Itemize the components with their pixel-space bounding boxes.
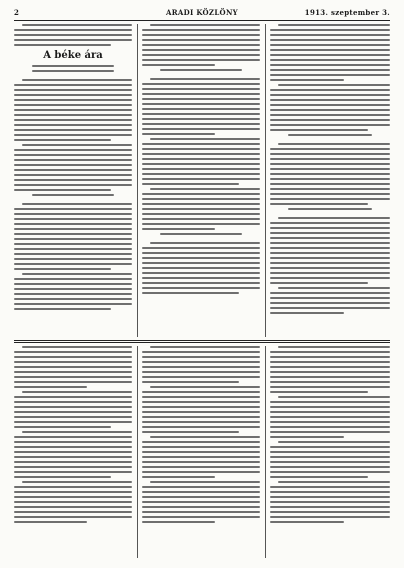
text-line	[142, 496, 260, 498]
text-line	[142, 461, 260, 463]
text-line	[142, 93, 260, 95]
text-line	[22, 24, 132, 26]
text-line	[142, 218, 260, 220]
text-line	[270, 158, 390, 160]
text-line	[270, 292, 390, 294]
text-line	[142, 118, 260, 120]
text-line	[150, 138, 260, 140]
text-line	[14, 159, 132, 161]
text-line	[14, 119, 132, 121]
text-line	[14, 486, 132, 488]
text-line	[14, 184, 132, 186]
text-line	[142, 506, 260, 508]
text-line	[32, 65, 115, 67]
text-line	[14, 283, 132, 285]
text-line	[14, 381, 132, 383]
text-line	[142, 262, 260, 264]
text-line	[270, 163, 390, 165]
text-line	[142, 277, 260, 279]
text-line	[270, 516, 390, 518]
text-line	[270, 178, 390, 180]
text-line	[14, 174, 132, 176]
text-line	[270, 307, 390, 309]
text-line	[270, 501, 390, 503]
text-line	[22, 431, 132, 433]
text-line	[142, 361, 260, 363]
text-line	[270, 431, 390, 433]
text-line	[22, 144, 132, 146]
text-line	[142, 113, 260, 115]
section-rule	[14, 340, 390, 341]
text-line	[270, 124, 390, 126]
text-line	[278, 346, 390, 348]
text-line	[14, 34, 132, 36]
text-line	[142, 501, 260, 503]
text-line	[278, 24, 390, 26]
text-line	[14, 386, 87, 388]
text-line	[14, 521, 87, 523]
text-line	[14, 426, 111, 428]
text-line	[14, 243, 132, 245]
text-line	[270, 119, 390, 121]
feuilleton-column-1	[14, 346, 132, 558]
section-rule	[14, 342, 390, 343]
text-line	[270, 129, 368, 131]
text-line	[14, 461, 132, 463]
text-line	[14, 278, 132, 280]
text-line	[142, 34, 260, 36]
text-line	[270, 456, 390, 458]
text-line	[270, 247, 390, 249]
text-line	[270, 351, 390, 353]
column-1	[14, 24, 132, 337]
text-line	[14, 29, 132, 31]
text-line	[142, 292, 239, 294]
text-line	[142, 446, 260, 448]
text-line	[278, 481, 390, 483]
text-line	[14, 263, 132, 265]
text-line	[150, 188, 260, 190]
text-line	[14, 233, 132, 235]
text-line	[142, 371, 260, 373]
text-line	[278, 84, 390, 86]
text-line	[14, 516, 132, 518]
text-line	[14, 208, 132, 210]
text-line	[14, 258, 132, 260]
text-line	[14, 401, 132, 403]
column-divider	[137, 24, 138, 337]
text-line	[142, 247, 260, 249]
text-line	[150, 436, 260, 438]
text-line	[270, 232, 390, 234]
text-line	[142, 88, 260, 90]
text-line	[270, 361, 390, 363]
text-line	[142, 59, 260, 61]
column-divider	[137, 346, 138, 558]
column-2	[142, 24, 260, 337]
text-line	[142, 39, 260, 41]
text-line	[160, 233, 243, 235]
text-line	[142, 426, 260, 428]
text-line	[270, 34, 390, 36]
text-line	[142, 411, 260, 413]
text-line	[142, 391, 260, 393]
text-line	[14, 511, 132, 513]
text-line	[142, 213, 260, 215]
text-line	[142, 44, 260, 46]
text-line	[270, 237, 390, 239]
text-line	[14, 351, 132, 353]
text-line	[270, 521, 344, 523]
text-line	[14, 89, 132, 91]
text-line	[142, 466, 260, 468]
text-line	[14, 356, 132, 358]
text-line	[270, 79, 344, 81]
feuilleton-column-2	[142, 346, 260, 558]
text-line	[270, 461, 390, 463]
text-line	[270, 104, 390, 106]
text-line	[14, 366, 132, 368]
text-line	[142, 108, 260, 110]
text-line	[270, 411, 390, 413]
text-line	[270, 153, 390, 155]
text-line	[278, 396, 390, 398]
text-line	[270, 446, 390, 448]
text-line	[142, 471, 260, 473]
text-line	[14, 114, 132, 116]
text-line	[142, 257, 260, 259]
text-line	[14, 471, 132, 473]
text-line	[270, 29, 390, 31]
text-line	[14, 451, 132, 453]
text-line	[142, 486, 260, 488]
text-line	[270, 54, 390, 56]
text-line	[14, 189, 111, 191]
text-line	[142, 143, 260, 145]
text-line	[150, 24, 260, 26]
text-line	[270, 302, 390, 304]
header-rule	[14, 20, 390, 21]
text-line	[142, 29, 260, 31]
text-line	[270, 222, 390, 224]
text-line	[142, 272, 260, 274]
text-line	[142, 148, 260, 150]
text-line	[14, 218, 132, 220]
text-line	[14, 496, 132, 498]
text-line	[32, 70, 115, 72]
text-line	[270, 69, 390, 71]
text-line	[270, 203, 368, 205]
text-line	[270, 198, 390, 200]
text-line	[14, 361, 132, 363]
text-line	[142, 511, 260, 513]
text-line	[270, 227, 390, 229]
text-line	[270, 99, 390, 101]
text-line	[14, 84, 132, 86]
text-line	[270, 371, 390, 373]
text-line	[270, 491, 390, 493]
text-line	[288, 134, 372, 136]
text-line	[14, 298, 132, 300]
text-line	[14, 99, 132, 101]
text-line	[142, 252, 260, 254]
column-divider	[265, 24, 266, 337]
text-line	[270, 496, 390, 498]
text-line	[14, 94, 132, 96]
text-line	[270, 376, 390, 378]
text-line	[14, 104, 132, 106]
text-line	[142, 521, 215, 523]
text-line	[270, 257, 390, 259]
text-line	[142, 456, 260, 458]
text-line	[142, 396, 260, 398]
page-number: 2	[14, 8, 20, 17]
newspaper-title: ARADI KÖZLÖNY	[166, 8, 238, 17]
text-line	[270, 64, 390, 66]
text-line	[270, 148, 390, 150]
text-line	[14, 446, 132, 448]
text-line	[142, 173, 260, 175]
text-line	[14, 169, 132, 171]
text-line	[14, 376, 132, 378]
text-line	[14, 223, 132, 225]
text-line	[270, 297, 390, 299]
text-line	[14, 129, 132, 131]
text-line	[22, 481, 132, 483]
article-heading: A béke ára	[43, 50, 103, 61]
text-line	[278, 143, 390, 145]
text-line	[142, 64, 215, 66]
text-line	[142, 203, 260, 205]
text-line	[270, 366, 390, 368]
text-line	[142, 381, 239, 383]
text-line	[14, 109, 132, 111]
text-line	[150, 346, 260, 348]
text-line	[270, 451, 390, 453]
text-line	[14, 154, 132, 156]
text-line	[14, 248, 132, 250]
text-line	[270, 44, 390, 46]
text-line	[142, 183, 239, 185]
text-line	[142, 168, 260, 170]
text-line	[14, 44, 111, 46]
text-line	[142, 133, 215, 135]
text-line	[270, 89, 390, 91]
text-line	[270, 242, 390, 244]
text-line	[270, 39, 390, 41]
text-line	[270, 109, 390, 111]
text-line	[150, 386, 260, 388]
text-line	[270, 49, 390, 51]
text-line	[22, 79, 132, 81]
text-line	[142, 178, 260, 180]
text-line	[270, 356, 390, 358]
text-line	[142, 128, 260, 130]
text-line	[14, 436, 132, 438]
text-line	[14, 293, 132, 295]
text-line	[142, 366, 260, 368]
text-line	[142, 441, 260, 443]
text-line	[142, 401, 260, 403]
text-line	[142, 49, 260, 51]
text-line	[142, 476, 215, 478]
text-line	[14, 228, 132, 230]
text-line	[270, 173, 390, 175]
text-line	[270, 252, 390, 254]
text-line	[150, 242, 260, 244]
text-line	[142, 516, 260, 518]
text-line	[142, 98, 260, 100]
text-line	[14, 466, 132, 468]
text-line	[14, 416, 132, 418]
text-line	[270, 94, 390, 96]
text-line	[142, 267, 260, 269]
text-line	[270, 188, 390, 190]
text-line	[270, 59, 390, 61]
text-line	[14, 134, 132, 136]
text-line	[142, 208, 260, 210]
text-line	[142, 158, 260, 160]
text-line	[142, 193, 260, 195]
text-line	[14, 268, 111, 270]
text-line	[270, 506, 390, 508]
text-line	[14, 39, 132, 41]
text-line	[14, 456, 132, 458]
text-line	[14, 396, 132, 398]
text-line	[270, 267, 390, 269]
text-line	[14, 491, 132, 493]
text-line	[270, 114, 390, 116]
text-line	[142, 451, 260, 453]
text-line	[142, 356, 260, 358]
text-line	[22, 203, 132, 205]
text-line	[142, 153, 260, 155]
text-line	[270, 272, 390, 274]
text-line	[270, 426, 390, 428]
column-divider	[265, 346, 266, 558]
text-line	[270, 193, 390, 195]
text-line	[270, 421, 390, 423]
text-line	[14, 308, 111, 310]
text-line	[14, 476, 111, 478]
text-line	[142, 421, 260, 423]
text-line	[270, 277, 390, 279]
text-line	[14, 124, 132, 126]
text-line	[14, 288, 132, 290]
text-line	[270, 168, 390, 170]
text-line	[142, 491, 260, 493]
text-line	[270, 391, 368, 393]
text-line	[278, 441, 390, 443]
text-line	[22, 391, 132, 393]
text-line	[14, 149, 132, 151]
text-line	[270, 436, 344, 438]
text-line	[142, 163, 260, 165]
text-line	[270, 486, 390, 488]
text-line	[270, 262, 390, 264]
text-line	[270, 183, 390, 185]
text-line	[270, 466, 390, 468]
text-line	[270, 406, 390, 408]
text-line	[278, 287, 390, 289]
text-line	[14, 164, 132, 166]
text-line	[14, 411, 132, 413]
masthead	[14, 8, 390, 20]
text-line	[142, 83, 260, 85]
text-line	[270, 386, 390, 388]
text-line	[270, 401, 390, 403]
text-line	[14, 371, 132, 373]
text-line	[142, 54, 260, 56]
text-line	[14, 441, 132, 443]
text-line	[270, 312, 344, 314]
text-line	[150, 481, 260, 483]
text-line	[14, 238, 132, 240]
feuilleton-column-3	[270, 346, 390, 558]
text-line	[270, 511, 390, 513]
text-line	[142, 431, 239, 433]
text-line	[32, 194, 115, 196]
text-line	[270, 282, 368, 284]
text-line	[14, 139, 111, 141]
text-line	[278, 217, 390, 219]
text-line	[14, 421, 132, 423]
text-line	[142, 351, 260, 353]
text-line	[270, 471, 390, 473]
text-line	[142, 123, 260, 125]
text-line	[142, 287, 260, 289]
text-line	[14, 253, 132, 255]
text-line	[270, 416, 390, 418]
text-line	[14, 303, 132, 305]
text-line	[14, 506, 132, 508]
text-line	[142, 406, 260, 408]
text-line	[142, 282, 260, 284]
column-3	[270, 24, 390, 337]
text-line	[14, 501, 132, 503]
text-line	[22, 273, 132, 275]
text-line	[142, 376, 260, 378]
text-line	[14, 406, 132, 408]
text-line	[142, 228, 215, 230]
text-line	[142, 103, 260, 105]
text-line	[160, 69, 243, 71]
text-line	[150, 78, 260, 80]
issue-date: 1913. szeptember 3.	[304, 8, 390, 17]
text-line	[270, 381, 390, 383]
text-line	[142, 198, 260, 200]
text-line	[22, 346, 132, 348]
text-line	[142, 416, 260, 418]
text-line	[14, 213, 132, 215]
text-line	[142, 223, 260, 225]
text-line	[270, 476, 368, 478]
text-line	[270, 74, 390, 76]
text-line	[14, 179, 132, 181]
text-line	[288, 208, 372, 210]
